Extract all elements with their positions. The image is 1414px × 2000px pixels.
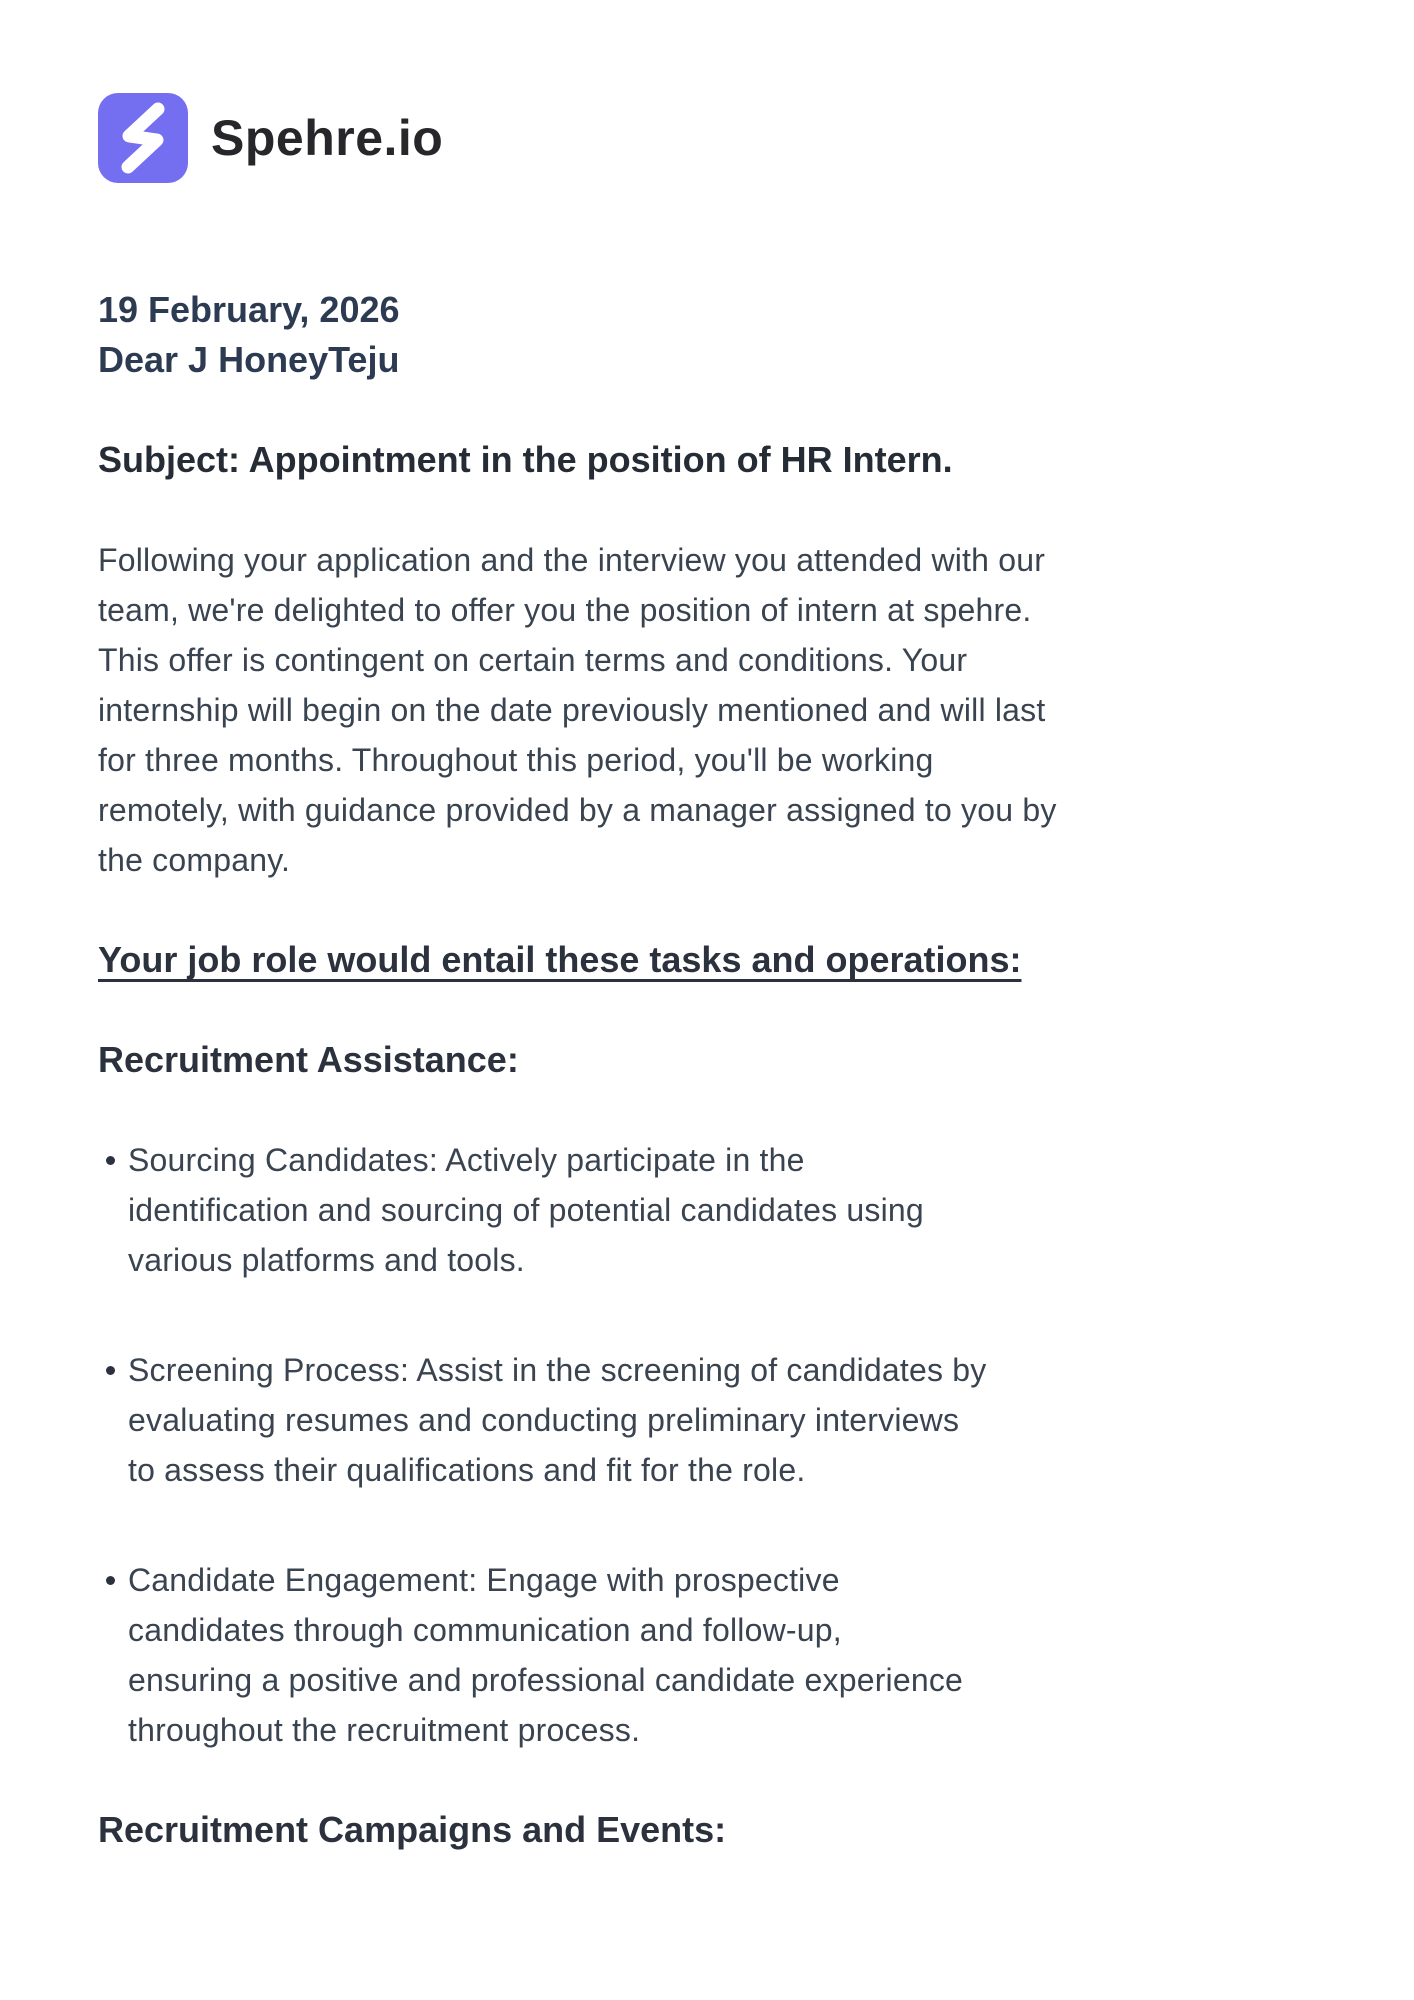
letter-greeting: Dear J HoneyTeju (98, 339, 400, 380)
brand-name: Spehre.io (211, 110, 444, 166)
bullet-text: Candidate Engagement: Engage with prospective candidates through communication and follow-up, ensuring a positive and professional candidate experience throughout the recruitment process. (128, 1562, 964, 1748)
section-title-recruitment-campaigns: Recruitment Campaigns and Events: (98, 1809, 727, 1850)
bullet-item-sourcing-candidates (98, 1135, 1338, 1285)
bullet-dot-icon (106, 1156, 115, 1165)
bullet-item-candidate-engagement (98, 1555, 1338, 1755)
task-bullet-list (98, 1135, 1338, 1755)
letter-date: 19 February, 2026 (98, 289, 400, 330)
tasks-heading: Your job role would entail these tasks and operations: (98, 939, 1022, 980)
spehre-logo-icon (98, 93, 188, 183)
brand-header (98, 93, 1338, 183)
bullet-dot-icon (106, 1366, 115, 1375)
subject-line: Subject: Appointment in the position of HR Intern. (98, 439, 953, 480)
bullet-dot-icon (106, 1576, 115, 1585)
letter-header (98, 285, 1338, 385)
section-title-recruitment-assistance: Recruitment Assistance: (98, 1039, 519, 1080)
bullet-item-screening-process (98, 1345, 1338, 1495)
bullet-text: Screening Process: Assist in the screening of candidates by evaluating resumes and conducting preliminary interviews to assess their qualifications and fit for the role. (128, 1352, 987, 1488)
bullet-text: Sourcing Candidates: Actively participate in the identification and sourcing of potential candidates using various platforms and tools. (128, 1142, 924, 1278)
intro-paragraph: Following your application and the interview you attended with our team, we're delighted to offer you the position of intern at spehre. This offer is contingent on certain terms and conditions. Your internship will begin on the date previously mentioned and will last for three months. Throughout this period, you'll be working remotely, with guidance provided by a manager assigned to you by the company. (98, 542, 1057, 878)
